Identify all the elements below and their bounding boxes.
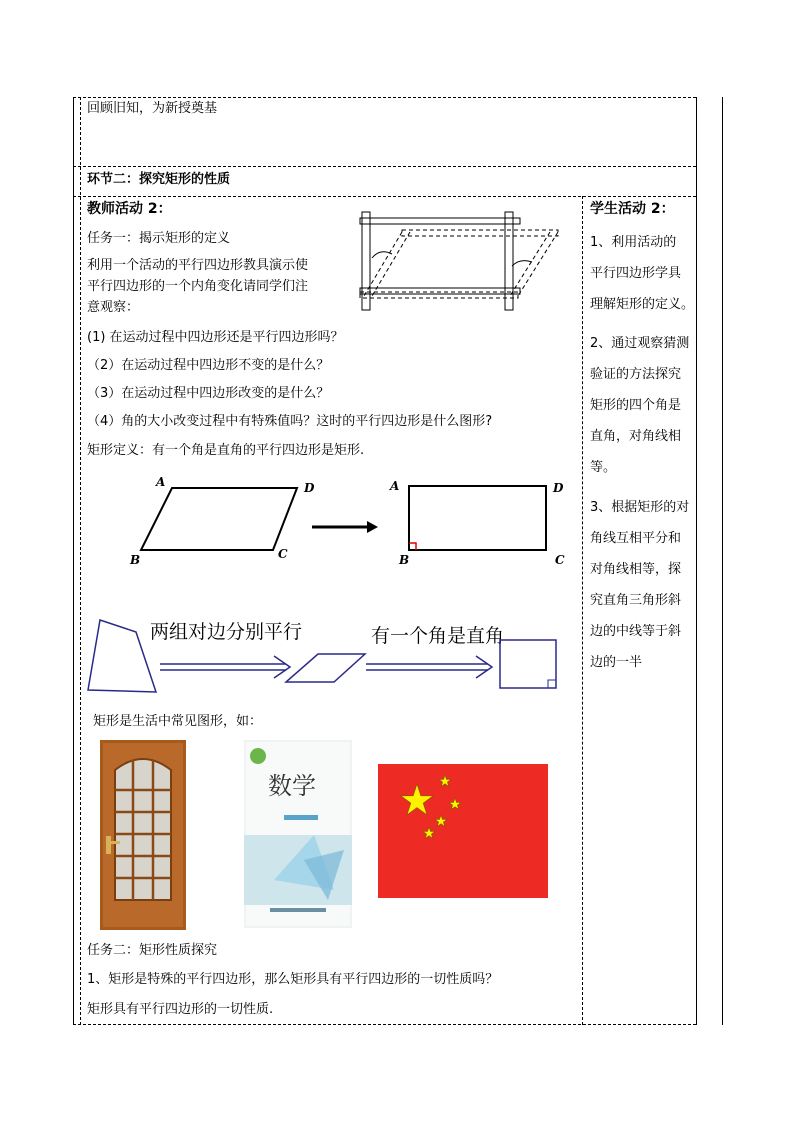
student-point-1: 1、利用活动的 平行四边形学具 理解矩形的定义。 [590, 235, 695, 312]
double-arrow-2 [366, 656, 492, 678]
svg-text:D: D [553, 481, 564, 495]
flag-background [378, 764, 548, 898]
flow-label-1: 两组对边分别平行 [150, 621, 303, 643]
question-2: （2）在运动过程中四边形不变的是什么？ [87, 358, 330, 373]
china-flag-image [378, 764, 548, 898]
rectangle-shape [409, 486, 546, 550]
row-divider-2 [73, 196, 696, 197]
student-point-3: 3、根据矩形的对 角线互相平分和 对角线相等，探 究直角三角形斜 边的中线等于斜 边的一半 [590, 500, 690, 670]
book-title: 数学 [268, 772, 316, 800]
math-textbook-image [244, 740, 352, 928]
task2-question-1: 1、矩形是特殊的平行四边形，那么矩形具有平行四边形的一切性质吗？ [87, 972, 499, 987]
arrow-right-icon [367, 521, 378, 533]
svg-text:B: B [399, 553, 410, 567]
right-angle-mark [409, 543, 416, 550]
intro-line-1: 利用一个活动的平行四边形教具演示使 [87, 258, 309, 273]
question-1: (1) 在运动过程中四边形还是平行四边形吗？ [87, 330, 344, 345]
parallelogram-shape [141, 488, 297, 550]
row-divider-1 [73, 166, 696, 167]
task1-title: 任务一：揭示矩形的定义 [87, 231, 231, 246]
intro-line-2: 平行四边形的一个内角变化请同学们注 [87, 279, 309, 294]
student-heading: 学生活动 2： [590, 201, 675, 217]
quadrilateral-flow-diagram [86, 612, 564, 698]
teacher-heading: 教师活动 2： [87, 201, 172, 217]
svg-text:A: A [390, 479, 400, 493]
review-text: 回顾旧知，为新授奠基 [87, 101, 218, 116]
flow-label-2: 有一个角是直角 [371, 625, 505, 647]
svg-text:C: C [555, 553, 565, 567]
vertex-label-b: B [130, 553, 141, 567]
door-image [100, 740, 186, 930]
question-4: （4）角的大小改变过程中有特殊值吗？这时的平行四边形是什么图形? [87, 414, 493, 429]
table-left-border [73, 97, 74, 1025]
row-divider-top [73, 97, 696, 98]
life-examples-text: 矩形是生活中常见图形，如： [93, 714, 263, 729]
task2-title: 任务二：矩形性质探究 [87, 943, 218, 958]
parallelogram-to-rectangle-diagram [120, 474, 580, 574]
vertex-label-a: A [156, 475, 166, 489]
vertex-label-c: C [278, 547, 288, 561]
rectangle-definition: 矩形定义：有一个角是直角的平行四边形是矩形. [87, 443, 365, 458]
movable-frame-figure [350, 208, 568, 312]
section-title: 环节二：探究矩形的性质 [87, 172, 231, 187]
column-divider [582, 196, 583, 1025]
quadrilateral-shape [88, 620, 156, 692]
task2-answer-1: 矩形具有平行四边形的一切性质. [87, 1002, 274, 1017]
intro-line-3: 意观察： [87, 300, 140, 315]
student-point-2: 2、通过观察猜测 验证的方法探究 矩形的四个角是 直角，对角线相 等。 [590, 336, 690, 475]
double-arrow-1 [160, 656, 290, 678]
question-3: （3）在运动过程中四边形改变的是什么？ [87, 386, 330, 401]
vertex-label-d: D [304, 481, 315, 495]
parallelogram-small-shape [286, 654, 365, 682]
table-left-dash [80, 97, 81, 1025]
table-right-border [722, 97, 723, 1025]
row-divider-bottom [73, 1024, 696, 1025]
